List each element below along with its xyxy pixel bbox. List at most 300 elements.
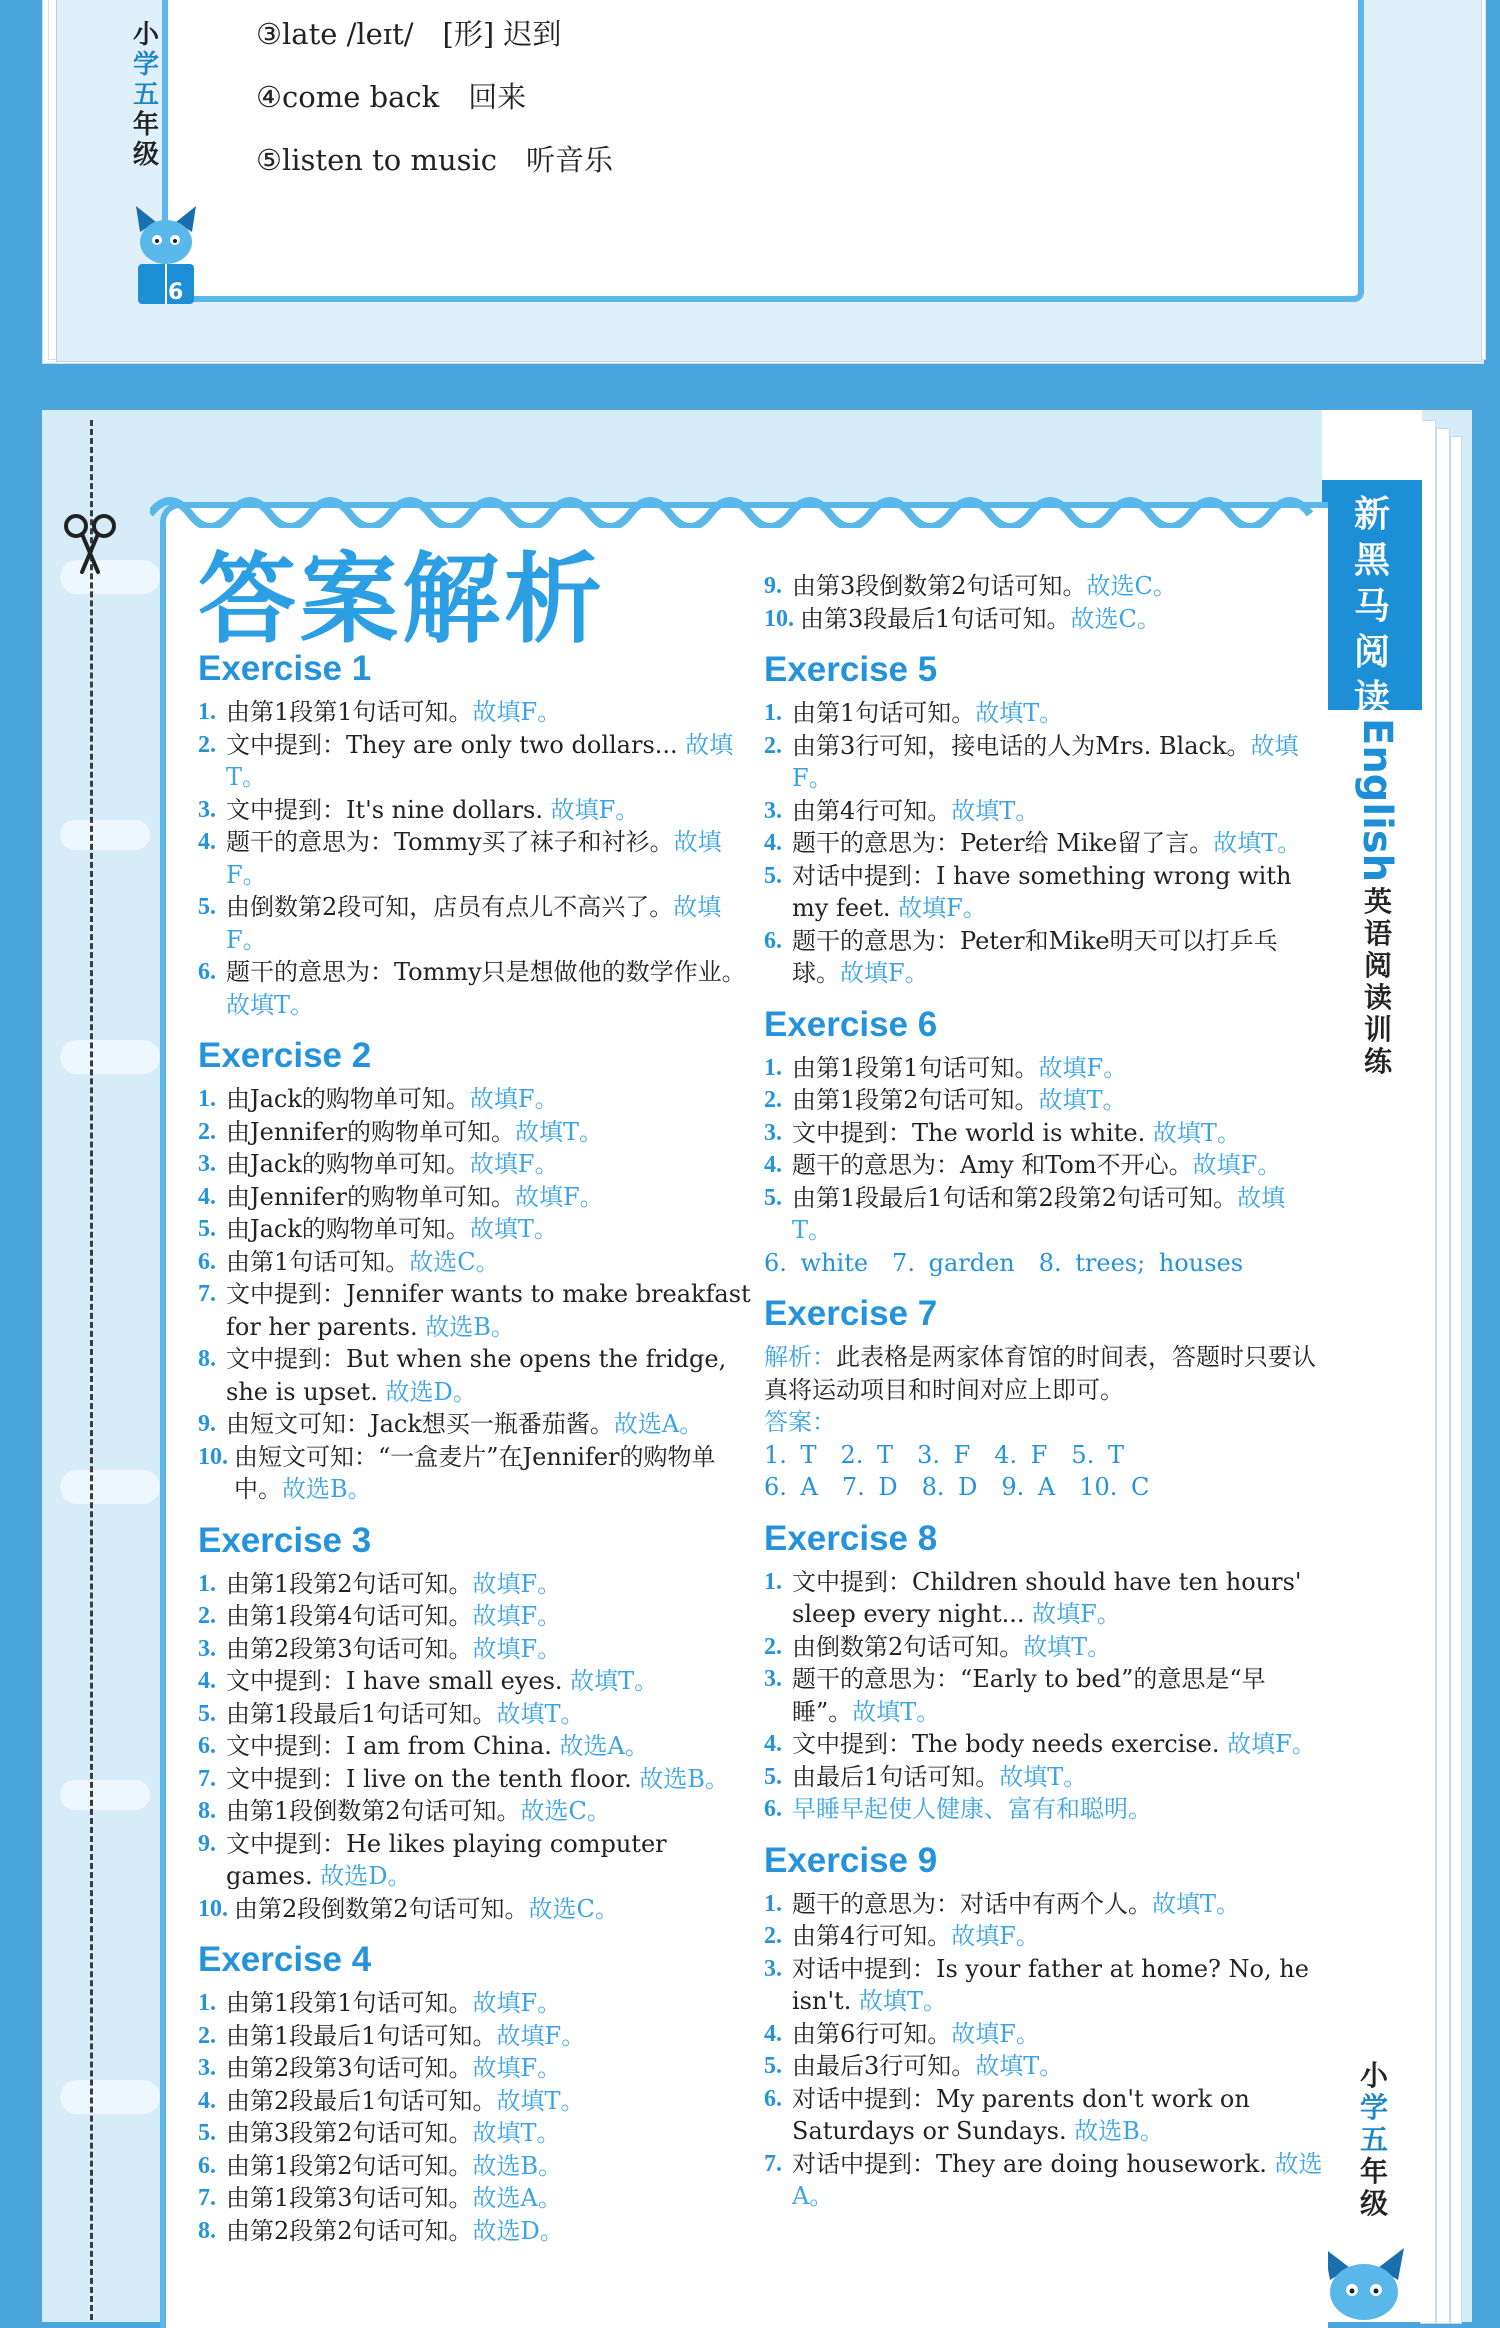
- item-answer: 故选C。: [528, 1894, 619, 1923]
- answer-item: [764, 2148, 1324, 2213]
- answer-item: [198, 1213, 758, 1246]
- exercise-4-continued: [764, 570, 1324, 635]
- brand-char: 阅: [1353, 632, 1390, 673]
- item-text: 由第1段最后1句话可知。: [226, 1699, 497, 1728]
- item-number: 7.: [198, 1281, 216, 1307]
- answer-item: [198, 2150, 758, 2183]
- item-answer: 故选B。: [472, 2151, 563, 2180]
- item-number: 5.: [764, 862, 782, 889]
- item-number: 6.: [198, 1733, 216, 1759]
- item-text: 由Jennifer的购物单可知。: [226, 1182, 515, 1211]
- item-answer: 故填T。: [1213, 829, 1302, 857]
- brand-cn: [1322, 492, 1422, 722]
- item-text: 由第1段倒数第2句话可知。: [226, 1797, 521, 1825]
- item-answer: 故填F。: [472, 1569, 562, 1598]
- item-number: 8.: [198, 2217, 216, 2244]
- cloud-decoration: [60, 1040, 160, 1074]
- exercise-heading: Exercise 2: [198, 1036, 372, 1075]
- item-number: 8.: [198, 1798, 216, 1824]
- item-text: 由第1段最后1句话可知。: [226, 2021, 497, 2050]
- item-number: 6.: [764, 2085, 782, 2112]
- answer-item: [764, 1953, 1324, 2018]
- item-number: 6.: [764, 1796, 782, 1822]
- item-answer: 故选B。: [425, 1312, 515, 1341]
- item-answer: 早睡早起使人健康、富有和聪明。: [792, 1795, 1152, 1823]
- answer-item: [198, 1795, 758, 1828]
- answer-item: [198, 1083, 758, 1116]
- horse-mascot-icon: [132, 198, 200, 316]
- fill-in-answers: 6. white 7. garden 8. trees; houses: [764, 1248, 1244, 1277]
- brand-en: English: [1354, 718, 1400, 883]
- item-answer: 故填F。: [792, 731, 1299, 792]
- item-answer: 故填T。: [852, 1697, 941, 1726]
- answer-item: [198, 826, 758, 891]
- item-answer: 故填F。: [1038, 1053, 1128, 1082]
- item-text: 由Jennifer的购物单可知。: [226, 1117, 515, 1146]
- item-number: 3.: [198, 1151, 216, 1177]
- item-text: 由最后3行可知。: [792, 2052, 976, 2080]
- brand-subtitle: [1350, 886, 1406, 1078]
- right-column: [764, 570, 1324, 2227]
- item-text: 文中提到：Children should have ten hours' sleep every night...: [792, 1567, 1302, 1628]
- answer-item: [764, 603, 1324, 636]
- item-number: 4.: [198, 1668, 216, 1694]
- item-number: 1.: [764, 1054, 782, 1081]
- item-number: 5.: [198, 894, 216, 920]
- answer-item: [198, 891, 758, 956]
- item-text: 由第4行可知。: [792, 796, 952, 825]
- item-text: 由Jack的购物单可知。: [226, 1150, 470, 1178]
- item-text: 由第1句话可知。: [226, 1247, 410, 1276]
- answer-item: [764, 730, 1324, 795]
- item-text: 题干的意思为：对话中有两个人。: [792, 1889, 1152, 1918]
- answer-item: [198, 1600, 758, 1633]
- item-text: 题干的意思为：Tommy只是想做他的数学作业。: [226, 958, 746, 986]
- item-number: 4.: [764, 1731, 782, 1757]
- item-answer: 故填T。: [999, 1762, 1088, 1791]
- answer-item: [764, 1631, 1324, 1664]
- item-answer: 故填F。: [840, 959, 929, 987]
- cloud-decoration: [60, 2080, 160, 2114]
- answer-item: [764, 1888, 1324, 1921]
- item-text: 由Jack的购物单可知。: [226, 1215, 470, 1243]
- item-answer: 故填F。: [472, 1989, 562, 2017]
- vocab-item: ③late /leɪt/ [形] 迟到: [256, 17, 562, 51]
- brand-char: 读: [1353, 678, 1390, 719]
- answer-item: [198, 1441, 758, 1506]
- item-number: 1.: [198, 1990, 216, 2016]
- item-answer: 故填T。: [975, 699, 1064, 727]
- item-text: 文中提到：I have small eyes.: [226, 1667, 571, 1695]
- answer-item: [198, 1893, 758, 1926]
- exercise-3: [198, 1520, 758, 1926]
- exercise-heading: Exercise 3: [198, 1520, 372, 1560]
- item-text: 由第1段第2句话可知。: [792, 1086, 1039, 1114]
- item-text: 文中提到：The body needs exercise.: [792, 1730, 1228, 1758]
- item-number: 3.: [764, 797, 782, 824]
- vocab-item: ⑤listen to music 听音乐: [256, 143, 614, 177]
- item-number: 10.: [764, 605, 794, 632]
- brand-sub-char: 读: [1363, 981, 1392, 1014]
- item-number: 1.: [764, 1890, 782, 1917]
- item-number: 9.: [198, 1830, 216, 1857]
- item-text: 对话中提到：Is your father at home? No, he isn't.: [792, 1954, 1309, 2015]
- item-text: 对话中提到：My parents don't work on Saturdays or Sundays.: [792, 2084, 1250, 2145]
- brand-sub-char: 语: [1363, 917, 1392, 950]
- page-edge: [1450, 436, 1462, 2324]
- item-number: 5.: [198, 2120, 216, 2146]
- item-text: 由第3行可知，接电话的人为Mrs. Black。: [792, 731, 1251, 760]
- item-text: 由短文可知：“一盒麦片”在Jennifer的购物单中。: [234, 1442, 716, 1503]
- grade-char: 学: [132, 50, 159, 80]
- item-text: 由最后1句话可知。: [792, 1762, 1000, 1791]
- brand-sub-char: 阅: [1363, 949, 1392, 982]
- item-number: 5.: [198, 1216, 216, 1242]
- page-edge: [1436, 428, 1450, 2324]
- item-number: 1.: [198, 1086, 216, 1112]
- item-number: 5.: [198, 1700, 216, 1727]
- exercise-heading: Exercise 7: [764, 1294, 938, 1333]
- item-text: 题干的意思为：Amy 和Tom不开心。: [792, 1151, 1193, 1179]
- item-text: 文中提到：I live on the tenth floor.: [226, 1764, 640, 1793]
- answer-item: [198, 1116, 758, 1149]
- page-title: 答案解析: [198, 543, 607, 657]
- item-number: 1.: [764, 1568, 782, 1595]
- answer-item: [764, 1728, 1324, 1761]
- analysis-text: 此表格是两家体育馆的时间表，答题时只要认真将运动项目和时间对应上即可。: [764, 1343, 1316, 1404]
- brand-sub-char: 英: [1363, 885, 1392, 918]
- exercise-heading: Exercise 1: [198, 649, 372, 688]
- item-number: 1.: [764, 700, 782, 726]
- horse-mascot-icon: [1318, 2240, 1410, 2322]
- item-number: 7.: [198, 2185, 216, 2211]
- grade-char: 五: [1359, 2123, 1388, 2156]
- grade-char: 小: [132, 20, 159, 50]
- item-number: 3.: [764, 1119, 782, 1146]
- item-number: 1.: [198, 699, 216, 725]
- item-number: 4.: [198, 1183, 216, 1210]
- analysis: [764, 1341, 1324, 1406]
- item-number: 10.: [198, 1895, 228, 1922]
- item-text: 由第1段第1句话可知。: [792, 1053, 1039, 1082]
- item-number: 2.: [198, 2022, 216, 2049]
- item-number: 4.: [764, 830, 782, 856]
- item-answer: 故填F。: [951, 2019, 1040, 2048]
- answer-item: [764, 925, 1324, 990]
- item-answer: 故填F。: [1227, 1730, 1316, 1758]
- item-text: 对话中提到：They are doing housework.: [792, 2149, 1275, 2178]
- item-text: 由第3段第2句话可知。: [226, 2119, 473, 2147]
- item-number: 6.: [198, 1248, 216, 1275]
- answer-item: [764, 860, 1324, 925]
- exercise-heading: Exercise 6: [764, 1004, 938, 1044]
- item-answer: 故填F。: [472, 698, 562, 726]
- item-text: 文中提到：Jennifer wants to make breakfast for her parents.: [226, 1280, 751, 1341]
- item-text: 文中提到：It's nine dollars.: [226, 795, 551, 824]
- item-number: 5.: [764, 1763, 782, 1790]
- answer-item: [764, 1761, 1324, 1794]
- item-answer: 故填T。: [975, 2052, 1064, 2080]
- item-text: 题干的意思为：Peter和Mike明天可以打乒乓球。: [792, 926, 1278, 987]
- item-text: 由第1段第3句话可知。: [226, 2184, 473, 2212]
- item-answer: 故填T。: [472, 2119, 561, 2147]
- item-answer: 故选A。: [559, 1732, 649, 1760]
- exercise-4: [198, 1939, 758, 2247]
- item-number: 4.: [198, 829, 216, 855]
- item-answer: 故选D。: [385, 1377, 477, 1406]
- answer-item: [764, 697, 1324, 730]
- wave-border: [150, 484, 1330, 528]
- item-answer: 故选D。: [320, 1862, 412, 1890]
- item-answer: 故填T。: [469, 1215, 558, 1243]
- grade-char: 小: [1359, 2059, 1388, 2092]
- item-number: 2.: [764, 1923, 782, 1949]
- answer-item: [764, 1920, 1324, 1953]
- answer-item: [198, 1408, 758, 1441]
- item-answer: 故选A。: [472, 2184, 562, 2212]
- answer-item: [764, 2050, 1324, 2083]
- item-answer: 故填T。: [858, 1987, 947, 2015]
- cut-line: [90, 420, 93, 2320]
- item-text: 由第1段第2句话可知。: [226, 1569, 473, 1598]
- item-answer: 故填F。: [472, 2054, 562, 2082]
- item-number: 1.: [198, 1570, 216, 1597]
- item-text: 由第6行可知。: [792, 2019, 952, 2048]
- brand-char: 黑: [1353, 540, 1390, 581]
- answer-item: [764, 827, 1324, 860]
- answer-item: [198, 1148, 758, 1181]
- answer-item: [764, 795, 1324, 828]
- item-text: 对话中提到：I have something wrong with my feet.: [792, 861, 1292, 922]
- brand-sub-char: 练: [1363, 1045, 1392, 1078]
- answer-item: [198, 1987, 758, 2020]
- grade-char: 级: [132, 140, 159, 170]
- item-number: 7.: [198, 1765, 216, 1792]
- answer-item: [764, 2018, 1324, 2051]
- answer-item: [198, 2215, 758, 2248]
- item-text: 由第1段第1句话可知。: [226, 1989, 473, 2017]
- answer-item: [764, 1149, 1324, 1182]
- item-answer: 故填T。: [1023, 1632, 1112, 1661]
- answer-item: [764, 1117, 1324, 1150]
- answer-item: [764, 1566, 1324, 1631]
- answer-row: 1. T 2. T 3. F 4. F 5. T: [764, 1440, 1124, 1469]
- item-text: 由第2段第2句话可知。: [226, 2216, 473, 2245]
- answer-item: [198, 956, 758, 1021]
- item-answer: 故填F。: [951, 1922, 1040, 1950]
- item-number: 2.: [198, 1118, 216, 1145]
- item-number: 6.: [764, 927, 782, 954]
- page-edge: [1420, 420, 1436, 2324]
- item-number: 6.: [198, 959, 216, 985]
- answer-item: [198, 1633, 758, 1666]
- answer-item: [198, 1568, 758, 1601]
- answer-item: [198, 2117, 758, 2150]
- item-text: 题干的意思为：Peter给 Mike留了言。: [792, 829, 1214, 857]
- item-number: 4.: [764, 2020, 782, 2047]
- item-text: 题干的意思为：“Early to bed”的意思是“早睡”。: [792, 1665, 1266, 1726]
- item-number: 9.: [198, 1411, 216, 1437]
- item-answer: 故选A。: [792, 2149, 1323, 2210]
- answer-item: [198, 2020, 758, 2053]
- item-number: 9.: [764, 573, 782, 599]
- item-number: 7.: [764, 2150, 782, 2177]
- item-answer: 故填F。: [472, 1602, 562, 1630]
- item-number: 2.: [764, 1087, 782, 1113]
- grade-label-top: [126, 20, 166, 170]
- item-answer: 故填F。: [469, 1085, 559, 1113]
- item-answer: 故填T。: [514, 1117, 603, 1146]
- item-text: 由Jack的购物单可知。: [226, 1085, 470, 1113]
- item-text: 文中提到：He likes playing computer games.: [226, 1829, 667, 1890]
- item-number: 8.: [198, 1346, 216, 1372]
- item-answer: 故填F。: [1192, 1151, 1282, 1179]
- answer-item: [198, 794, 758, 827]
- item-text: 由短文可知：Jack想买一瓶番茄酱。: [226, 1410, 614, 1438]
- grade-label-bottom: [1346, 2060, 1402, 2220]
- answer-item: [198, 1181, 758, 1214]
- item-answer: 故选B。: [639, 1764, 729, 1793]
- item-text: 由第3段最后1句话可知。: [800, 604, 1071, 633]
- answer-item: [764, 1084, 1324, 1117]
- item-answer: 故填F。: [469, 1150, 559, 1178]
- answer-item: [198, 1246, 758, 1279]
- answer-item: [764, 1793, 1324, 1826]
- item-answer: 故填T。: [1152, 1118, 1241, 1147]
- item-text: 由倒数第2段可知，店员有点儿不高兴了。: [226, 893, 674, 921]
- answer-item: [198, 2052, 758, 2085]
- cloud-decoration: [60, 1780, 150, 1810]
- grade-char: 年: [1359, 2155, 1388, 2188]
- item-answer: 故填T。: [1038, 1086, 1127, 1114]
- answer-item: [764, 1182, 1324, 1247]
- item-answer: 故填T。: [792, 1183, 1286, 1244]
- item-text: 由第1句话可知。: [792, 699, 976, 727]
- item-number: 2.: [764, 1633, 782, 1660]
- item-answer: 故填F。: [514, 1182, 604, 1211]
- item-text: 由倒数第2句话可知。: [792, 1632, 1024, 1661]
- item-number: 4.: [198, 2087, 216, 2114]
- item-answer: 故填T。: [1152, 1889, 1241, 1918]
- item-text: 由第1段第1句话可知。: [226, 698, 473, 726]
- answer-item: [198, 1698, 758, 1731]
- item-number: 4.: [764, 1152, 782, 1178]
- exercise-9: [764, 1840, 1324, 2213]
- item-number: 3.: [764, 1955, 782, 1982]
- item-text: 由第4行可知。: [792, 1922, 952, 1950]
- item-answer: 故填T。: [951, 796, 1040, 825]
- item-number: 5.: [764, 2053, 782, 2079]
- answer-item: [198, 696, 758, 729]
- exercise-heading: Exercise 5: [764, 650, 938, 689]
- item-text: 文中提到：I am from China.: [226, 1732, 560, 1760]
- item-answer: 故选C。: [520, 1797, 611, 1825]
- grade-char: 五: [132, 80, 159, 110]
- item-answer: 故填F。: [226, 828, 722, 889]
- item-answer: 故填F。: [1032, 1600, 1121, 1628]
- item-number: 5.: [764, 1184, 782, 1211]
- item-text: 文中提到：They are only two dollars...: [226, 730, 686, 759]
- grade-char: 级: [1359, 2187, 1388, 2220]
- answer-label: 答案：: [764, 1408, 836, 1436]
- answer-item: [198, 1278, 758, 1343]
- item-answer: 故选A。: [613, 1410, 704, 1438]
- exercise-heading: Exercise 9: [764, 1840, 938, 1880]
- item-answer: 故填F。: [226, 893, 722, 954]
- brand-char: 马: [1353, 586, 1390, 627]
- answer-item: [198, 729, 758, 794]
- answer-item: [764, 1663, 1324, 1728]
- item-text: 由第2段第3句话可知。: [226, 1634, 473, 1663]
- item-answer: 故填F。: [550, 795, 640, 824]
- answer-item: [764, 2083, 1324, 2148]
- item-text: 由第2段倒数第2句话可知。: [234, 1894, 529, 1923]
- item-answer: 故填F。: [898, 894, 987, 922]
- vocab-item: ④come back 回来: [256, 80, 527, 114]
- answer-item: [198, 1730, 758, 1763]
- page-number: 6: [168, 280, 184, 305]
- exercise-7: [764, 1293, 1324, 1504]
- item-number: 2.: [198, 1603, 216, 1629]
- item-text: 由第1段第4句话可知。: [226, 1602, 473, 1630]
- answer-item: [198, 1665, 758, 1698]
- item-answer: 故填T。: [226, 990, 315, 1019]
- grade-char: 年: [132, 110, 159, 140]
- exercise-5: [764, 649, 1324, 990]
- item-number: 10.: [198, 1443, 228, 1470]
- cloud-decoration: [60, 1470, 160, 1504]
- answer-item: [198, 2085, 758, 2118]
- item-text: 由第1段最后1句话和第2段第2句话可知。: [792, 1183, 1238, 1212]
- item-answer: 故填F。: [496, 2021, 586, 2050]
- brand-char: 新: [1353, 494, 1390, 535]
- item-answer: 故填T。: [496, 1699, 585, 1728]
- item-answer: 故选D。: [472, 2216, 564, 2245]
- item-text: 由第3段倒数第2句话可知。: [792, 572, 1087, 600]
- answer-item: [198, 2182, 758, 2215]
- item-text: 由第1段第2句话可知。: [226, 2151, 473, 2180]
- exercise-heading: Exercise 8: [764, 1518, 938, 1558]
- item-number: 2.: [198, 731, 216, 758]
- item-text: 由第2段最后1句话可知。: [226, 2086, 497, 2115]
- scissors-icon: [62, 512, 118, 576]
- answer-item: [198, 1343, 758, 1408]
- item-number: 6.: [198, 2152, 216, 2179]
- item-number: 2.: [764, 732, 782, 759]
- item-answer: 故填T。: [226, 730, 734, 791]
- answer-item: [198, 1828, 758, 1893]
- item-number: 3.: [198, 796, 216, 823]
- item-answer: 故填F。: [472, 1634, 562, 1663]
- item-number: 3.: [198, 1635, 216, 1662]
- left-column: [198, 648, 758, 2261]
- answer-item: [198, 1763, 758, 1796]
- item-answer: 故填T。: [496, 2086, 585, 2115]
- item-answer: 故选C。: [1086, 572, 1177, 600]
- item-text: 文中提到：But when she opens the fridge, she is upset.: [226, 1345, 727, 1406]
- cloud-decoration: [60, 820, 150, 850]
- item-answer: 故选B。: [282, 1475, 372, 1503]
- exercise-6: [764, 1004, 1324, 1280]
- exercise-heading: Exercise 4: [198, 1940, 372, 1979]
- answer-row: 6. A 7. D 8. D 9. A 10. C: [764, 1473, 1150, 1501]
- item-answer: 故选C。: [1070, 604, 1161, 633]
- exercise-2: [198, 1035, 758, 1506]
- item-number: 3.: [198, 2055, 216, 2081]
- exercise-8: [764, 1518, 1324, 1826]
- item-answer: 故填T。: [570, 1667, 659, 1695]
- analysis-label: 解析：: [764, 1343, 836, 1371]
